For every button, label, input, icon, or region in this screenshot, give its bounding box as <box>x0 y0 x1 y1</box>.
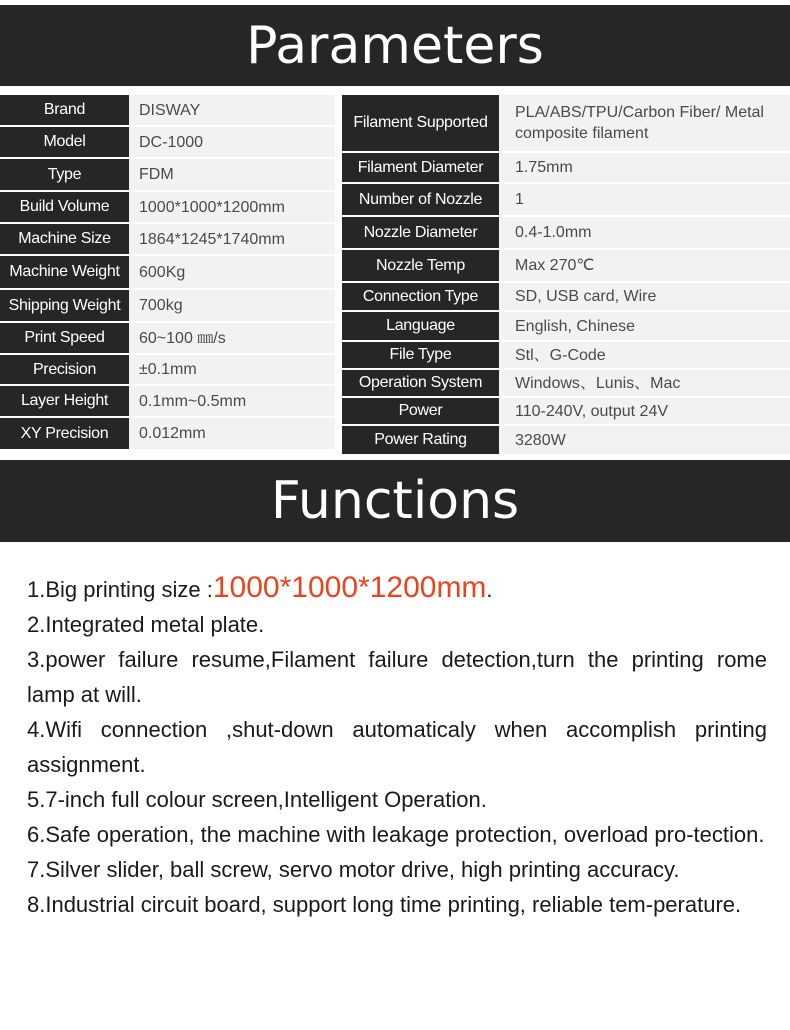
param-value: SD, USB card, Wire <box>499 283 790 312</box>
param-row-filament-supported <box>342 95 790 153</box>
param-row-precision <box>0 355 335 386</box>
param-label: Model <box>0 127 129 159</box>
parameters-banner <box>0 5 790 86</box>
param-row-machine-size <box>0 224 335 256</box>
param-label: Precision <box>0 355 129 386</box>
function-item-1 <box>27 570 767 607</box>
param-value: Max 270℃ <box>499 250 790 283</box>
param-label: Language <box>342 312 499 342</box>
param-value: 110-240V, output 24V <box>499 398 790 426</box>
param-label: Machine Size <box>0 224 129 256</box>
param-value: 700kg <box>129 290 335 323</box>
param-value: Windows、Lunis、Mac <box>499 370 790 398</box>
param-row-file-type <box>342 342 790 370</box>
param-label: Nozzle Diameter <box>342 217 499 250</box>
param-value: 1000*1000*1200mm <box>129 192 335 224</box>
param-label: XY Precision <box>0 418 129 451</box>
param-label: File Type <box>342 342 499 370</box>
param-value: 0.1mm~0.5mm <box>129 386 335 418</box>
param-label: Connection Type <box>342 283 499 312</box>
param-label: Number of Nozzle <box>342 184 499 217</box>
param-row-connection-type <box>342 283 790 312</box>
param-value: ±0.1mm <box>129 355 335 386</box>
functions-list <box>27 570 767 922</box>
param-label: Layer Height <box>0 386 129 418</box>
param-row-machine-weight <box>0 256 335 290</box>
param-value: English, Chinese <box>499 312 790 342</box>
print-size-highlight: 1000*1000*1200mm <box>212 571 487 604</box>
param-value: Stl、G-Code <box>499 342 790 370</box>
param-row-language <box>342 312 790 342</box>
function-item-1-prefix: 1.Big printing size : <box>27 577 213 602</box>
param-row-operation-system <box>342 370 790 398</box>
param-value: 1 <box>499 184 790 217</box>
param-row-power-rating <box>342 426 790 456</box>
function-item: 3.power failure resume,Filament failure detection,turn the printing rome lamp at will. <box>27 647 767 707</box>
functions-title: Functions <box>270 471 520 531</box>
param-value: 600Kg <box>129 256 335 290</box>
param-row-print-speed <box>0 323 335 355</box>
param-label: Power <box>342 398 499 426</box>
parameters-title: Parameters <box>246 15 544 76</box>
function-item: 8.Industrial circuit board, support long time printing, reliable tem-perature. <box>27 892 742 917</box>
param-label: Machine Weight <box>0 256 129 290</box>
param-value: DC-1000 <box>129 127 335 159</box>
function-item: 7.Silver slider, ball screw, servo motor drive, high printing accuracy. <box>27 857 680 882</box>
param-row-layer-height <box>0 386 335 418</box>
functions-banner <box>0 460 790 542</box>
param-label: Shipping Weight <box>0 290 129 323</box>
param-row-type <box>0 159 335 192</box>
function-item: 6.Safe operation, the machine with leakage protection, overload pro-tection. <box>27 822 765 847</box>
param-row-power <box>342 398 790 426</box>
function-item: 4.Wifi connection ,shut-down automaticaly when accomplish printing assignment. <box>27 717 767 777</box>
function-item: 5.7-inch full colour screen,Intelligent Operation. <box>27 787 487 812</box>
param-value: 60~100 ㎜/s <box>129 323 335 355</box>
param-row-xy-precision <box>0 418 335 451</box>
param-value: FDM <box>129 159 335 192</box>
function-item-1-suffix: . <box>486 577 493 602</box>
function-item: 2.Integrated metal plate. <box>27 612 265 637</box>
param-value: 0.4-1.0mm <box>499 217 790 250</box>
param-row-filament-diameter <box>342 153 790 184</box>
param-row-brand <box>0 95 335 127</box>
param-value: PLA/ABS/TPU/Carbon Fiber/ Metal composite filament <box>499 95 790 153</box>
param-row-model <box>0 127 335 159</box>
param-label: Print Speed <box>0 323 129 355</box>
param-label: Build Volume <box>0 192 129 224</box>
param-row-nozzle-temp <box>342 250 790 283</box>
param-row-build-volume <box>0 192 335 224</box>
parameters-table-right <box>342 95 790 456</box>
param-value: 0.012mm <box>129 418 335 451</box>
param-label: Operation System <box>342 370 499 398</box>
param-value: 3280W <box>499 426 790 456</box>
param-label: Brand <box>0 95 129 127</box>
param-value: DISWAY <box>129 95 335 127</box>
param-label: Power Rating <box>342 426 499 456</box>
param-label: Filament Diameter <box>342 153 499 184</box>
param-value: 1864*1245*1740mm <box>129 224 335 256</box>
param-label: Filament Supported <box>342 95 499 153</box>
param-label: Nozzle Temp <box>342 250 499 283</box>
param-label: Type <box>0 159 129 192</box>
param-value: 1.75mm <box>499 153 790 184</box>
param-row-shipping-weight <box>0 290 335 323</box>
param-row-number-of-nozzle <box>342 184 790 217</box>
parameters-table-left <box>0 95 335 451</box>
param-row-nozzle-diameter <box>342 217 790 250</box>
